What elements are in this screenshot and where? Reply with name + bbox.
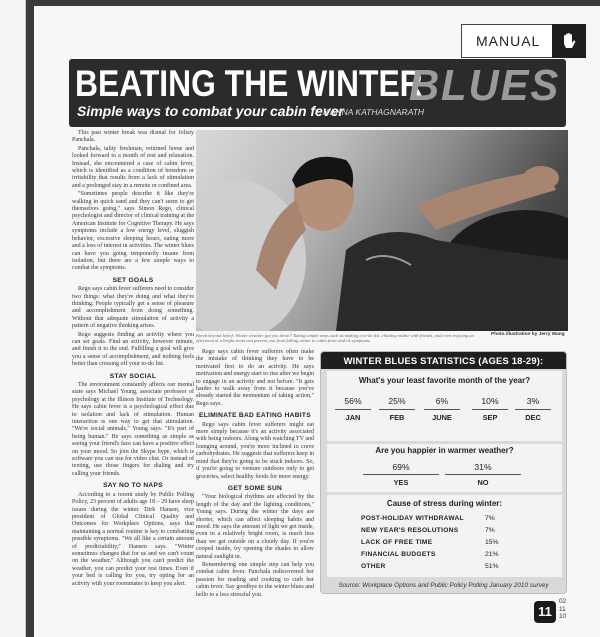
issue-date-month: 02: [559, 598, 567, 605]
photo-illustration: [196, 130, 568, 331]
answer-label: NO: [477, 478, 489, 487]
cause-percent: 21%: [485, 551, 499, 558]
divider: [445, 474, 521, 475]
question-stress-causes: Cause of stress during winter:: [386, 499, 503, 508]
paragraph: Rego says cabin fever sufferers often make the mistake of thinking they have to be motivated first to do an activity. He says motivation and energy start to rise after we begin to engage in an activity and not before. "It gets harder to walk away from it because you've already started the momentum of taking action," Rego says.: [196, 349, 314, 407]
stress-causes-panel: [327, 495, 562, 577]
photo-credit: Photo illustration by Jerry Wang: [491, 332, 565, 337]
statistics-title: WINTER BLUES STATISTICS (AGES 18-29):: [321, 352, 566, 369]
magazine-page: [34, 6, 600, 637]
month-label: FEB: [389, 413, 405, 422]
cause-label: FINANCIAL BUDGETS: [361, 551, 436, 558]
divider: [379, 409, 415, 410]
issue-date-year: 10: [559, 613, 567, 621]
subheadline: Simple ways to combat your cabin fever: [77, 103, 344, 119]
paragraph: Remembering one simple step can help you combat cabin fever. Panchala rediscovered her passion for reading and cooking to curb her cabin fever. Say goodbye to the winter blues and hello to a less stressful you.: [196, 561, 314, 598]
article-column-1: [72, 130, 194, 589]
paragraph: Rego says cabin fever sufferers might eat more simply because it's an activity associated with being indoors. Along with watching TV and lounging around, you're more inclined to crave carbohydrates. He suggests that sufferers keep in mind that they're going to be stuck indoors. So, if you're going to venture outdoors only to get groceries, select healthy foods for more energy.: [196, 421, 314, 480]
paragraph: "Your biological rhythms are affected by the length of the day and the lighting conditions," Young says. During the winter the days are shorter, which can affect sleeping habits and mood. He says the amount of light we get inside, even in a relatively bright room, is much less than we get outside on a cloudy day. If you're cooped inside, try opening the shades to allow natural sunlight in.: [196, 494, 314, 560]
headline-accent: BLUES: [408, 61, 560, 110]
paragraph: The environment constantly affects our mental state says Michael Young, associate professor of psychology at the Illinois Institute of Technology. He says cabin fever is a psychological effect due to isolation and lack of stimulation. Human interaction is one way to get that stimulation. "We're social animals," Young says. "It's part of being human." He says something as simple as seeing your friend's face can have a positive effect on your mood. So join the Skype hype, which is software you can use for video chat. Or instead of texting, use those fingers for dialing and try calling your friends.: [72, 382, 194, 477]
subhead-no-naps: SAY NO TO NAPS: [103, 482, 163, 490]
photo-caption: Bored beyond belief: Winter weather got you down? Taking simple steps such as making a to-do list, chatting online with friends, and even enjoying an afternoon at a bright room can prevent you from falling victim to cabin fever and its symptoms.: [196, 333, 474, 344]
month-percent: 3%: [526, 396, 540, 406]
paragraph: "Sometimes people describe it like they're walking in quick sand and they can't seem to get themselves going," says Simon Rego, clinical psychologist and director of clinical training at the American Institute for Cognitive Therapy. He says symptoms include a low energy level, sluggish behavior, excessive sleeping hours, eating more and a loss of interest in activities. The winter blues can have you going temporarily insane from isolation, but there are a few simple ways to combat the symptoms.: [72, 191, 194, 272]
cause-percent: 7%: [485, 527, 495, 534]
section-tab: [461, 24, 586, 58]
weather-question-panel: [327, 444, 562, 492]
headline-banner: [69, 59, 566, 127]
photo-person-silhouette: [196, 130, 568, 331]
section-label: MANUAL: [476, 33, 541, 49]
month-label: SEP: [482, 413, 498, 422]
paragraph: According to a recent study by Public Polling Policy, 23 percent of adults age 18 – 29 have sleep issues during the winter. Dirk Hansen, vice president of Global Clinical Quality and Outcomes for Workplace Options, says that maintaining a normal routine is key to combatting possible symptoms. "We all like a certain amount of predictability," Hansen says. "Winter sometimes changes that for us and we can't count on the weather." Although you can't predict the weather, you can predict your rest times. Even if your bed is calling for you, try opting for an activity with your roommates to keep you alert.: [72, 491, 194, 587]
paragraph: This past winter break was dismal for Jolisty Panchala.: [72, 130, 194, 144]
cause-percent: 15%: [485, 539, 499, 546]
divider: [515, 409, 551, 410]
cause-percent: 51%: [485, 563, 499, 570]
hand-icon: [552, 24, 586, 58]
month-label: DEC: [525, 413, 541, 422]
page-number: 11: [534, 601, 556, 623]
paragraph: Rego suggests finding an activity where you can set goals. Find an activity, however minute, and finish it to the end. Fulfilling a goal will give you a sense of accomplishment, and nothing feels better than crossing off your to-do list.: [72, 331, 194, 368]
month-percent: 6%: [435, 396, 449, 406]
month-label: JAN: [345, 413, 361, 422]
subhead-get-sun: GET SOME SUN: [227, 484, 283, 492]
byline: // ANNA KATHAGNARATH: [323, 107, 425, 117]
subhead-stay-social: STAY SOCIAL: [109, 372, 157, 380]
statistics-box: [320, 351, 567, 594]
cause-label: OTHER: [361, 563, 386, 570]
headline: BEATING THE WINTER: [75, 63, 423, 104]
answer-percent: 31%: [474, 462, 492, 472]
adjacent-page-edge: [0, 0, 26, 637]
divider: [363, 474, 439, 475]
question-least-favorite-month: What's your least favorite month of the year?: [358, 376, 531, 385]
month-question-panel: [327, 371, 562, 441]
paragraph: Rego says cabin fever sufferers need to consider two things: what they're doing and what they're thinking. People typically get a sense of pleasure and accomplishment from doing something. Without that adequate stimulation of activity a pattern of negative thinking arises.: [72, 286, 195, 330]
cause-percent: 7%: [485, 515, 495, 522]
issue-date: [559, 598, 566, 621]
cause-label: POST-HOLIDAY WITHDRAWAL: [361, 515, 464, 522]
question-warmer-weather: Are you happier in warmer weather?: [375, 446, 514, 455]
month-label: JUNE: [432, 413, 452, 422]
cause-label: LACK OF FREE TIME: [361, 539, 433, 546]
answer-percent: 69%: [392, 462, 410, 472]
statistics-source: Source: Workplace Options and Public Policy Polling January 2010 survey: [338, 582, 549, 589]
article-column-2: [196, 349, 314, 600]
month-percent: 10%: [481, 396, 499, 406]
divider: [335, 409, 371, 410]
cause-label: NEW YEAR'S RESOLUTIONS: [361, 527, 459, 534]
divider: [424, 409, 460, 410]
issue-date-day: 11: [559, 605, 566, 613]
paragraph: Panchala, tality freshman, returned home and looked forward to a month of rest and relaxation. Instead, she encountered a case of cabin fever, which is identified as a condition of boredom or irritability that results from a lack of stimulation and a prolonged stay in a remote or confined area.: [72, 145, 194, 189]
month-percent: 25%: [388, 396, 406, 406]
subhead-eating-habits: ELIMINATE BAD EATING HABITS: [199, 412, 311, 420]
subhead-set-goals: SET GOALS: [112, 276, 154, 284]
answer-label: YES: [393, 478, 409, 487]
month-percent: 56%: [344, 396, 362, 406]
divider: [472, 409, 508, 410]
